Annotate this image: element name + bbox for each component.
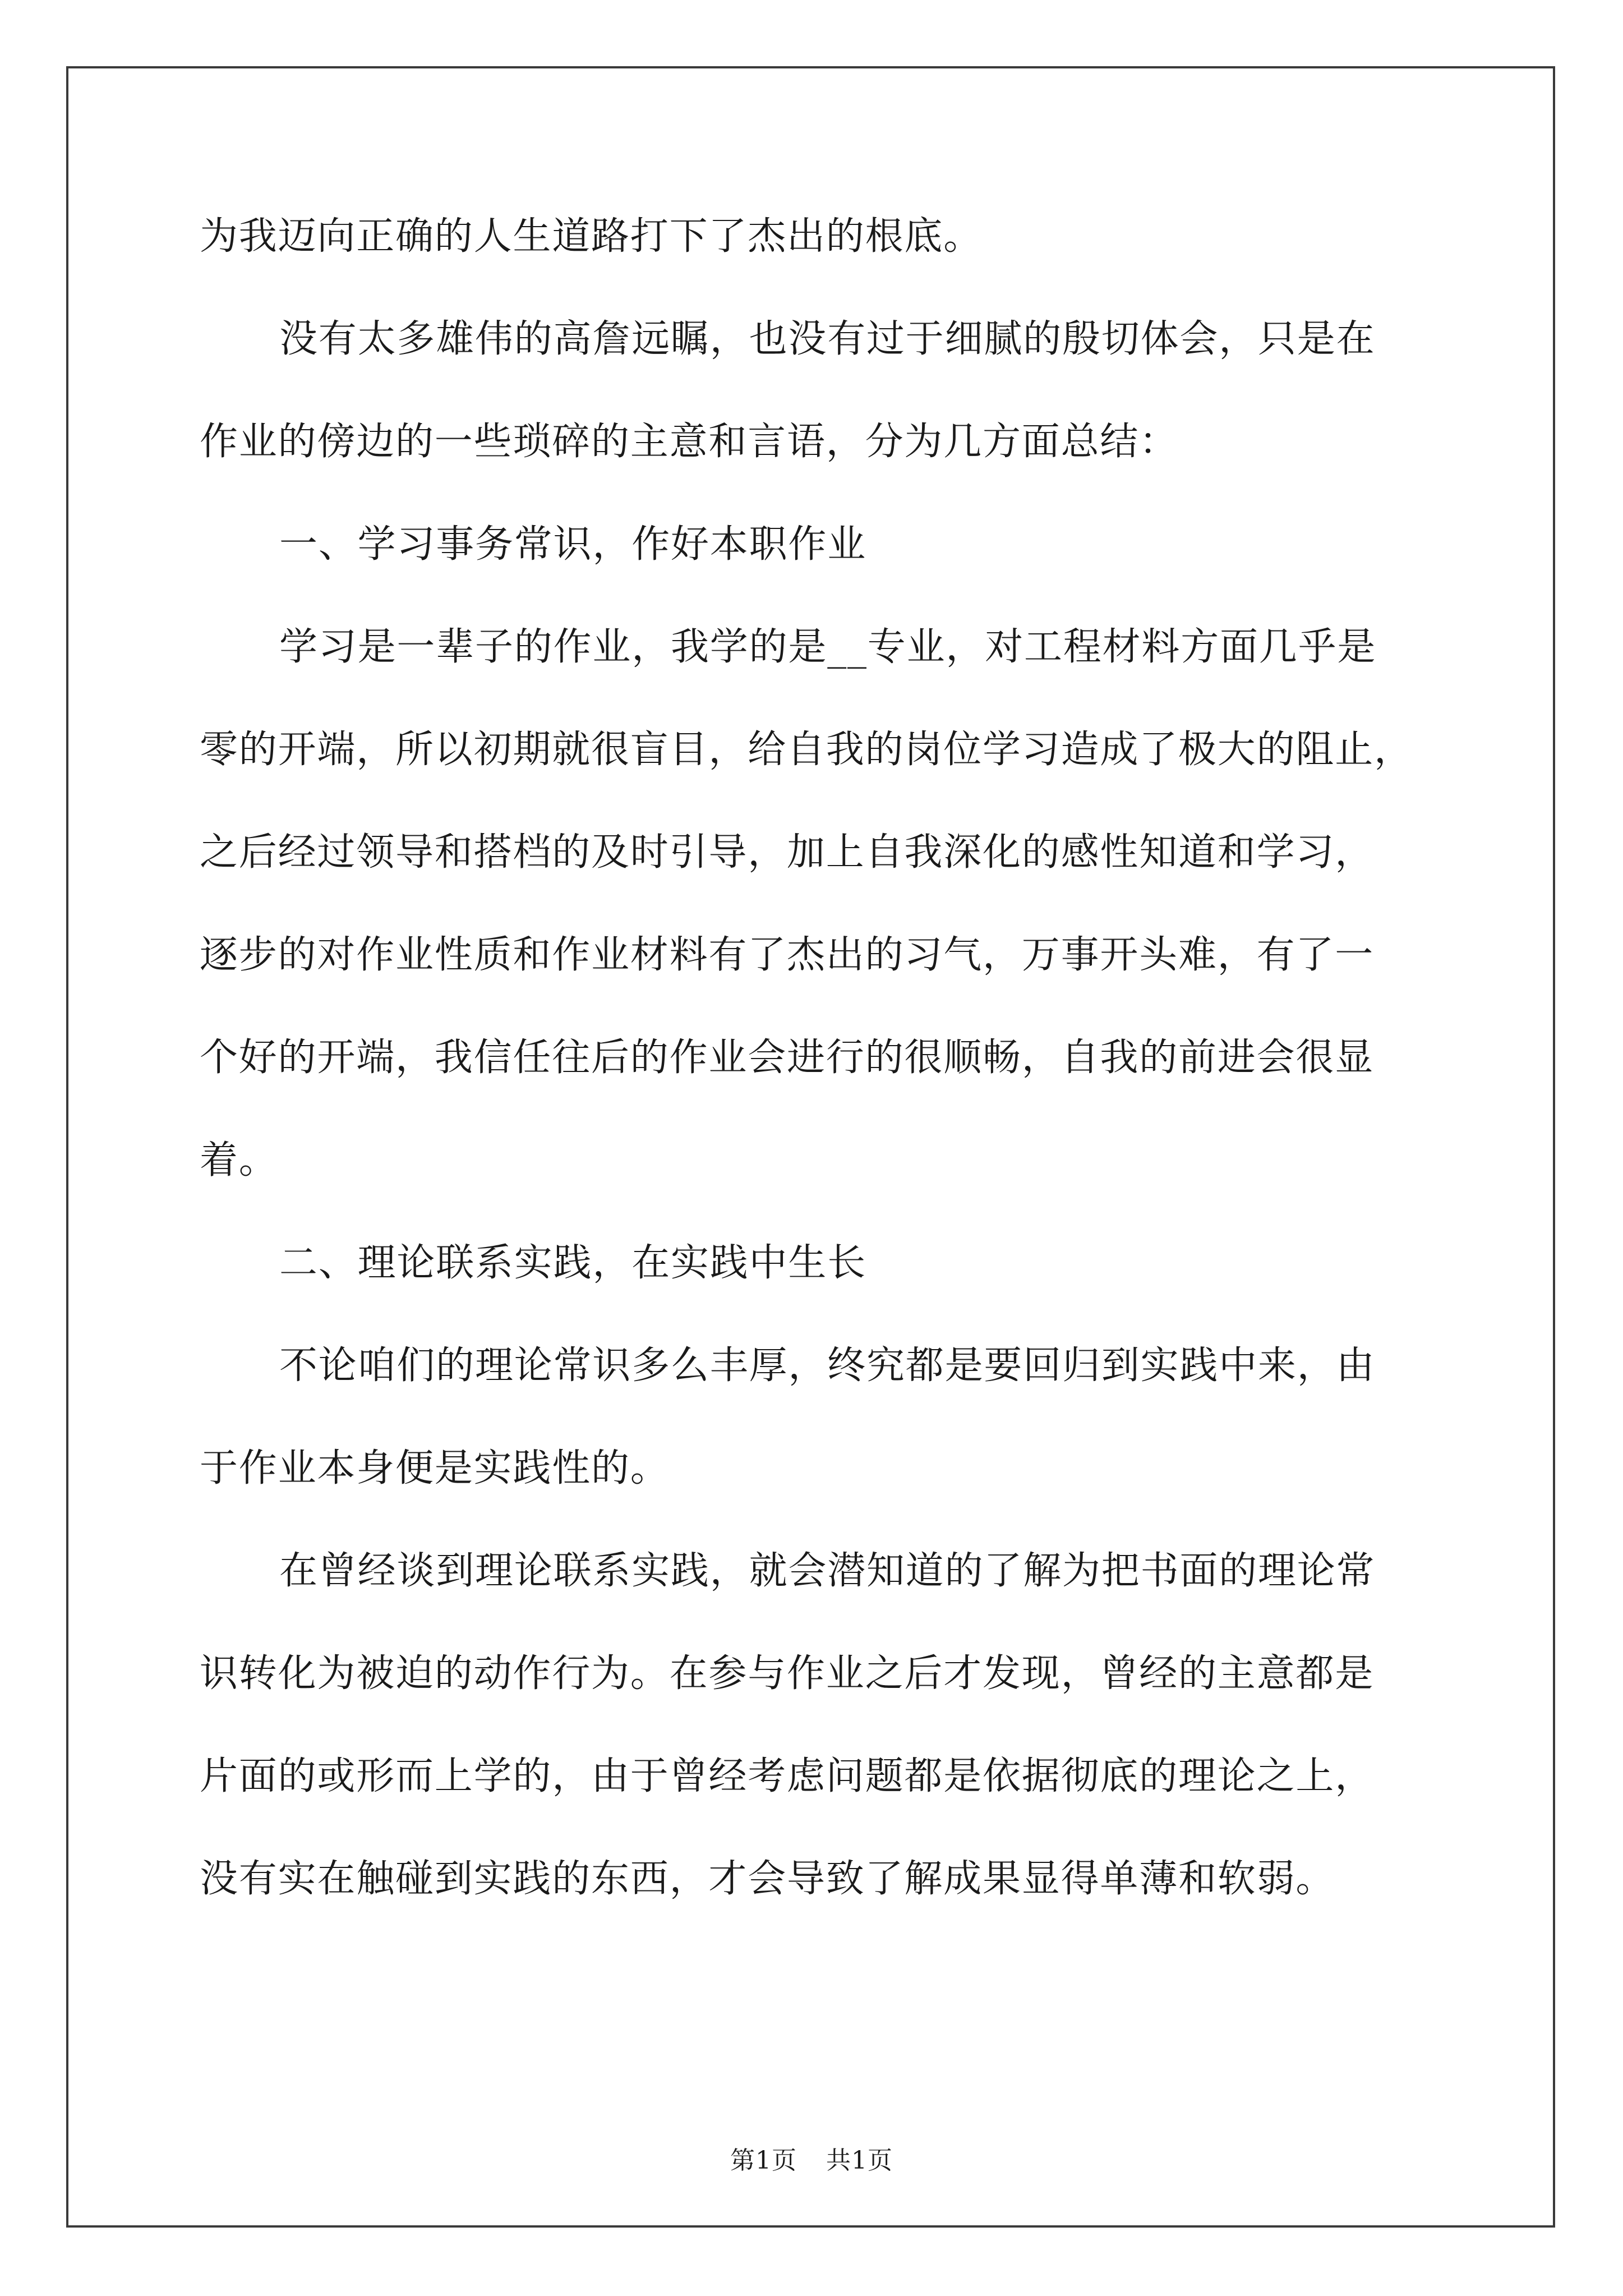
paragraph bbox=[200, 1314, 1450, 1520]
text-line: 一、学习事务常识，作好本职作业 bbox=[279, 522, 867, 567]
paragraph bbox=[200, 288, 1450, 493]
text-line: 不论咱们的理论常识多么丰厚，终究都是要回归到实践中来，由 bbox=[279, 1343, 1376, 1388]
paragraph bbox=[200, 596, 1450, 1212]
page-footer bbox=[0, 2140, 1623, 2176]
text-line: 个好的开端，我信任往后的作业会进行的很顺畅，自我的前进会很显 bbox=[200, 1036, 1375, 1080]
text-line: 识转化为被迫的动作行为。在参与作业之后才发现，曾经的主意都是 bbox=[200, 1651, 1375, 1696]
paragraph bbox=[200, 185, 1450, 288]
text-line: 二、理论联系实践，在实践中生长 bbox=[279, 1241, 867, 1285]
page-total: 共1页 bbox=[826, 2146, 893, 2175]
section-heading bbox=[200, 493, 1450, 596]
text-line: 学习是一辈子的作业，我学的是__专业，对工程材料方面几乎是 bbox=[279, 625, 1377, 669]
text-line: 没有实在触碰到实践的东西，才会导致了解成果显得单薄和软弱。 bbox=[200, 1857, 1335, 1901]
text-line: 于作业本身便是实践性的。 bbox=[200, 1446, 670, 1490]
document-body bbox=[200, 185, 1450, 1930]
text-line: 作业的傍边的一些琐碎的主意和言语，分为几方面总结： bbox=[200, 420, 1179, 464]
page-number: 第1页 bbox=[730, 2146, 797, 2175]
text-line: 之后经过领导和搭档的及时引导，加上自我深化的感性知道和学习， bbox=[200, 830, 1375, 875]
text-line: 片面的或形而上学的，由于曾经考虑问题都是依据彻底的理论之上， bbox=[200, 1754, 1375, 1798]
text-line: 为我迈向正确的人生道路打下了杰出的根底。 bbox=[200, 214, 983, 259]
section-heading bbox=[200, 1212, 1450, 1314]
text-line: 逐步的对作业性质和作业材料有了杰出的习气，万事开头难，有了一 bbox=[200, 933, 1375, 977]
text-line: 零的开端，所以初期就很盲目，给自我的岗位学习造成了极大的阻止， bbox=[200, 728, 1413, 772]
text-line: 着。 bbox=[200, 1138, 278, 1182]
text-line: 在曾经谈到理论联系实践，就会潜知道的了解为把书面的理论常 bbox=[279, 1549, 1376, 1593]
paragraph bbox=[200, 1520, 1450, 1930]
text-line: 没有太多雄伟的高詹远瞩，也没有过于细腻的殷切体会，只是在 bbox=[279, 317, 1376, 361]
